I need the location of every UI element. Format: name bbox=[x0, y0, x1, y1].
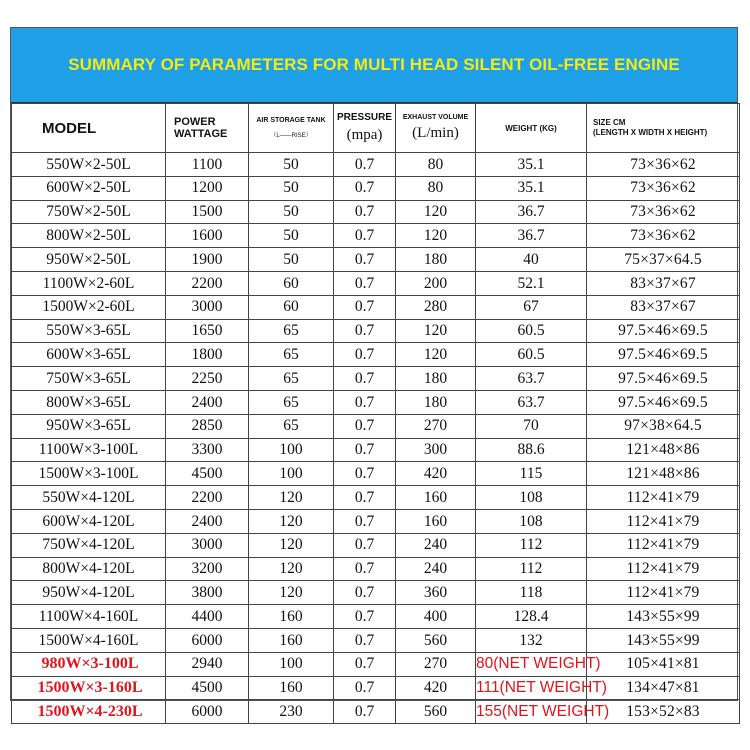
weight-cell: 36.7 bbox=[476, 224, 587, 248]
weight-cell: 112 bbox=[476, 557, 587, 581]
table-row bbox=[12, 271, 740, 295]
header-model: MODEL bbox=[12, 104, 166, 153]
exhaust-cell: 420 bbox=[396, 462, 476, 486]
size-cell: 121×48×86 bbox=[587, 462, 740, 486]
pressure-cell: 0.7 bbox=[334, 390, 396, 414]
model-cell: 950W×3-65L bbox=[12, 414, 166, 438]
power-cell: 1900 bbox=[166, 248, 249, 272]
pressure-cell: 0.7 bbox=[334, 153, 396, 177]
weight-cell: 35.1 bbox=[476, 176, 587, 200]
pressure-cell: 0.7 bbox=[334, 295, 396, 319]
exhaust-cell: 240 bbox=[396, 557, 476, 581]
weight-cell: 112 bbox=[476, 533, 587, 557]
tank-cell: 120 bbox=[249, 509, 334, 533]
tank-cell: 60 bbox=[249, 295, 334, 319]
size-cell: 97×38×64.5 bbox=[587, 414, 740, 438]
pressure-cell: 0.7 bbox=[334, 224, 396, 248]
table-row bbox=[12, 248, 740, 272]
table-row bbox=[12, 628, 740, 652]
size-cell: 105×41×81 bbox=[587, 652, 740, 676]
table-row bbox=[12, 224, 740, 248]
pressure-cell: 0.7 bbox=[334, 581, 396, 605]
model-cell: 1500W×3-160L bbox=[12, 676, 166, 700]
size-cell: 73×36×62 bbox=[587, 224, 740, 248]
power-cell: 6000 bbox=[166, 700, 249, 724]
power-cell: 1200 bbox=[166, 176, 249, 200]
pressure-cell: 0.7 bbox=[334, 200, 396, 224]
table-body bbox=[12, 153, 740, 724]
model-cell: 1500W×2-60L bbox=[12, 295, 166, 319]
tank-cell: 65 bbox=[249, 414, 334, 438]
exhaust-cell: 180 bbox=[396, 390, 476, 414]
weight-cell: 80(NET WEIGHT) bbox=[476, 652, 587, 676]
pressure-cell: 0.7 bbox=[334, 533, 396, 557]
table-row bbox=[12, 486, 740, 510]
exhaust-cell: 160 bbox=[396, 509, 476, 533]
tank-cell: 120 bbox=[249, 486, 334, 510]
size-cell: 112×41×79 bbox=[587, 557, 740, 581]
model-cell: 950W×2-50L bbox=[12, 248, 166, 272]
weight-cell: 118 bbox=[476, 581, 587, 605]
pressure-cell: 0.7 bbox=[334, 343, 396, 367]
model-cell: 750W×4-120L bbox=[12, 533, 166, 557]
weight-cell: 111(NET WEIGHT) bbox=[476, 676, 587, 700]
size-cell: 73×36×62 bbox=[587, 200, 740, 224]
weight-cell: 88.6 bbox=[476, 438, 587, 462]
header-tank-sub: （L——RISE） bbox=[270, 133, 312, 139]
tank-cell: 160 bbox=[249, 628, 334, 652]
pressure-cell: 0.7 bbox=[334, 319, 396, 343]
table-row bbox=[12, 414, 740, 438]
size-cell: 112×41×79 bbox=[587, 581, 740, 605]
table-row bbox=[12, 438, 740, 462]
table-row bbox=[12, 581, 740, 605]
header-size-line2: (LENGTH X WIDTH X HEIGHT) bbox=[593, 128, 708, 137]
tank-cell: 230 bbox=[249, 700, 334, 724]
power-cell: 3300 bbox=[166, 438, 249, 462]
tank-cell: 120 bbox=[249, 533, 334, 557]
header-power-line1: POWER bbox=[174, 115, 216, 128]
power-cell: 4500 bbox=[166, 462, 249, 486]
exhaust-cell: 420 bbox=[396, 676, 476, 700]
power-cell: 1800 bbox=[166, 343, 249, 367]
size-cell: 75×37×64.5 bbox=[587, 248, 740, 272]
exhaust-cell: 280 bbox=[396, 295, 476, 319]
title-bar bbox=[11, 28, 737, 103]
exhaust-cell: 180 bbox=[396, 367, 476, 391]
size-cell: 143×55×99 bbox=[587, 628, 740, 652]
table-row bbox=[12, 295, 740, 319]
pressure-cell: 0.7 bbox=[334, 700, 396, 724]
exhaust-cell: 270 bbox=[396, 652, 476, 676]
pressure-cell: 0.7 bbox=[334, 414, 396, 438]
power-cell: 1100 bbox=[166, 153, 249, 177]
header-size-line1: SIZE CM bbox=[593, 117, 626, 127]
header-tank bbox=[249, 104, 334, 153]
power-cell: 2200 bbox=[166, 271, 249, 295]
size-cell: 97.5×46×69.5 bbox=[587, 343, 740, 367]
model-cell: 550W×2-50L bbox=[12, 153, 166, 177]
model-cell: 600W×4-120L bbox=[12, 509, 166, 533]
tank-cell: 65 bbox=[249, 390, 334, 414]
tank-cell: 50 bbox=[249, 176, 334, 200]
model-cell: 1500W×4-230L bbox=[12, 700, 166, 724]
size-cell: 143×55×99 bbox=[587, 605, 740, 629]
table-row bbox=[12, 200, 740, 224]
table-row bbox=[12, 509, 740, 533]
model-cell: 800W×4-120L bbox=[12, 557, 166, 581]
exhaust-cell: 120 bbox=[396, 224, 476, 248]
power-cell: 2850 bbox=[166, 414, 249, 438]
exhaust-cell: 120 bbox=[396, 319, 476, 343]
exhaust-cell: 80 bbox=[396, 176, 476, 200]
power-cell: 3000 bbox=[166, 533, 249, 557]
header-tank-label: AIR STORAGE TANK bbox=[256, 117, 326, 124]
header-weight: WEIGHT (KG) bbox=[476, 104, 587, 153]
table-row bbox=[12, 390, 740, 414]
model-cell: 750W×3-65L bbox=[12, 367, 166, 391]
size-cell: 112×41×79 bbox=[587, 486, 740, 510]
exhaust-cell: 400 bbox=[396, 605, 476, 629]
pressure-cell: 0.7 bbox=[334, 271, 396, 295]
pressure-cell: 0.7 bbox=[334, 176, 396, 200]
table-row bbox=[12, 605, 740, 629]
model-cell: 600W×3-65L bbox=[12, 343, 166, 367]
exhaust-cell: 160 bbox=[396, 486, 476, 510]
pressure-cell: 0.7 bbox=[334, 367, 396, 391]
parameters-table bbox=[11, 103, 740, 724]
size-cell: 112×41×79 bbox=[587, 533, 740, 557]
tank-cell: 100 bbox=[249, 438, 334, 462]
pressure-cell: 0.7 bbox=[334, 676, 396, 700]
power-cell: 1600 bbox=[166, 224, 249, 248]
weight-cell: 35.1 bbox=[476, 153, 587, 177]
table-row bbox=[12, 319, 740, 343]
table-row bbox=[12, 462, 740, 486]
model-cell: 800W×3-65L bbox=[12, 390, 166, 414]
power-cell: 2400 bbox=[166, 509, 249, 533]
size-cell: 134×47×81 bbox=[587, 676, 740, 700]
size-cell: 73×36×62 bbox=[587, 176, 740, 200]
tank-cell: 120 bbox=[249, 581, 334, 605]
weight-cell: 115 bbox=[476, 462, 587, 486]
pressure-cell: 0.7 bbox=[334, 628, 396, 652]
size-cell: 97.5×46×69.5 bbox=[587, 390, 740, 414]
weight-cell: 67 bbox=[476, 295, 587, 319]
pressure-cell: 0.7 bbox=[334, 509, 396, 533]
header-exhaust bbox=[396, 104, 476, 153]
tank-cell: 160 bbox=[249, 605, 334, 629]
power-cell: 3200 bbox=[166, 557, 249, 581]
weight-cell: 40 bbox=[476, 248, 587, 272]
weight-cell: 60.5 bbox=[476, 343, 587, 367]
weight-cell: 132 bbox=[476, 628, 587, 652]
table-row bbox=[12, 367, 740, 391]
header-exhaust-unit: (L/min) bbox=[412, 125, 459, 141]
header-pressure-unit: (mpa) bbox=[346, 127, 383, 143]
table-row bbox=[12, 652, 740, 676]
size-cell: 73×36×62 bbox=[587, 153, 740, 177]
tank-cell: 120 bbox=[249, 557, 334, 581]
exhaust-cell: 360 bbox=[396, 581, 476, 605]
size-cell: 97.5×46×69.5 bbox=[587, 367, 740, 391]
table-row bbox=[12, 700, 740, 724]
exhaust-cell: 180 bbox=[396, 248, 476, 272]
exhaust-cell: 560 bbox=[396, 628, 476, 652]
weight-cell: 108 bbox=[476, 486, 587, 510]
exhaust-cell: 240 bbox=[396, 533, 476, 557]
weight-cell: 36.7 bbox=[476, 200, 587, 224]
model-cell: 980W×3-100L bbox=[12, 652, 166, 676]
size-cell: 121×48×86 bbox=[587, 438, 740, 462]
exhaust-cell: 300 bbox=[396, 438, 476, 462]
tank-cell: 100 bbox=[249, 652, 334, 676]
header-row bbox=[12, 104, 740, 153]
pressure-cell: 0.7 bbox=[334, 462, 396, 486]
page-title: SUMMARY OF PARAMETERS FOR MULTI HEAD SILENT OIL-FREE ENGINE bbox=[68, 55, 680, 74]
tank-cell: 65 bbox=[249, 343, 334, 367]
pressure-cell: 0.7 bbox=[334, 248, 396, 272]
spec-sheet bbox=[10, 27, 738, 720]
tank-cell: 65 bbox=[249, 319, 334, 343]
model-cell: 600W×2-50L bbox=[12, 176, 166, 200]
tank-cell: 50 bbox=[249, 200, 334, 224]
tank-cell: 160 bbox=[249, 676, 334, 700]
weight-cell: 60.5 bbox=[476, 319, 587, 343]
pressure-cell: 0.7 bbox=[334, 486, 396, 510]
pressure-cell: 0.7 bbox=[334, 438, 396, 462]
tank-cell: 50 bbox=[249, 248, 334, 272]
size-cell: 153×52×83 bbox=[587, 700, 740, 724]
model-cell: 550W×4-120L bbox=[12, 486, 166, 510]
weight-cell: 108 bbox=[476, 509, 587, 533]
header-power bbox=[166, 104, 249, 153]
model-cell: 800W×2-50L bbox=[12, 224, 166, 248]
size-cell: 83×37×67 bbox=[587, 295, 740, 319]
exhaust-cell: 560 bbox=[396, 700, 476, 724]
model-cell: 550W×3-65L bbox=[12, 319, 166, 343]
power-cell: 4400 bbox=[166, 605, 249, 629]
weight-cell: 70 bbox=[476, 414, 587, 438]
weight-cell: 128.4 bbox=[476, 605, 587, 629]
pressure-cell: 0.7 bbox=[334, 605, 396, 629]
header-pressure-label: PRESSURE bbox=[336, 112, 392, 123]
power-cell: 2400 bbox=[166, 390, 249, 414]
power-cell: 2200 bbox=[166, 486, 249, 510]
power-cell: 3000 bbox=[166, 295, 249, 319]
exhaust-cell: 200 bbox=[396, 271, 476, 295]
pressure-cell: 0.7 bbox=[334, 557, 396, 581]
table-row bbox=[12, 176, 740, 200]
pressure-cell: 0.7 bbox=[334, 652, 396, 676]
power-cell: 6000 bbox=[166, 628, 249, 652]
model-cell: 1500W×4-160L bbox=[12, 628, 166, 652]
table-row bbox=[12, 557, 740, 581]
weight-cell: 63.7 bbox=[476, 390, 587, 414]
model-cell: 1100W×4-160L bbox=[12, 605, 166, 629]
power-cell: 2250 bbox=[166, 367, 249, 391]
model-cell: 1100W×3-100L bbox=[12, 438, 166, 462]
size-cell: 112×41×79 bbox=[587, 509, 740, 533]
tank-cell: 65 bbox=[249, 367, 334, 391]
tank-cell: 60 bbox=[249, 271, 334, 295]
tank-cell: 50 bbox=[249, 153, 334, 177]
table-row bbox=[12, 343, 740, 367]
tank-cell: 50 bbox=[249, 224, 334, 248]
model-cell: 950W×4-120L bbox=[12, 581, 166, 605]
exhaust-cell: 270 bbox=[396, 414, 476, 438]
power-cell: 1650 bbox=[166, 319, 249, 343]
weight-cell: 63.7 bbox=[476, 367, 587, 391]
weight-cell: 155(NET WEIGHT) bbox=[476, 700, 587, 724]
exhaust-cell: 120 bbox=[396, 200, 476, 224]
model-cell: 1100W×2-60L bbox=[12, 271, 166, 295]
power-cell: 2940 bbox=[166, 652, 249, 676]
header-size bbox=[587, 104, 740, 153]
table-row bbox=[12, 533, 740, 557]
table-row bbox=[12, 153, 740, 177]
header-pressure bbox=[334, 104, 396, 153]
header-power-line2: WATTAGE bbox=[174, 128, 228, 140]
exhaust-cell: 120 bbox=[396, 343, 476, 367]
tank-cell: 100 bbox=[249, 462, 334, 486]
size-cell: 83×37×67 bbox=[587, 271, 740, 295]
size-cell: 97.5×46×69.5 bbox=[587, 319, 740, 343]
model-cell: 1500W×3-100L bbox=[12, 462, 166, 486]
exhaust-cell: 80 bbox=[396, 153, 476, 177]
power-cell: 1500 bbox=[166, 200, 249, 224]
header-exhaust-label: EXHAUST VOLUME bbox=[402, 114, 469, 121]
weight-cell: 52.1 bbox=[476, 271, 587, 295]
table-row bbox=[12, 676, 740, 700]
model-cell: 750W×2-50L bbox=[12, 200, 166, 224]
power-cell: 4500 bbox=[166, 676, 249, 700]
power-cell: 3800 bbox=[166, 581, 249, 605]
